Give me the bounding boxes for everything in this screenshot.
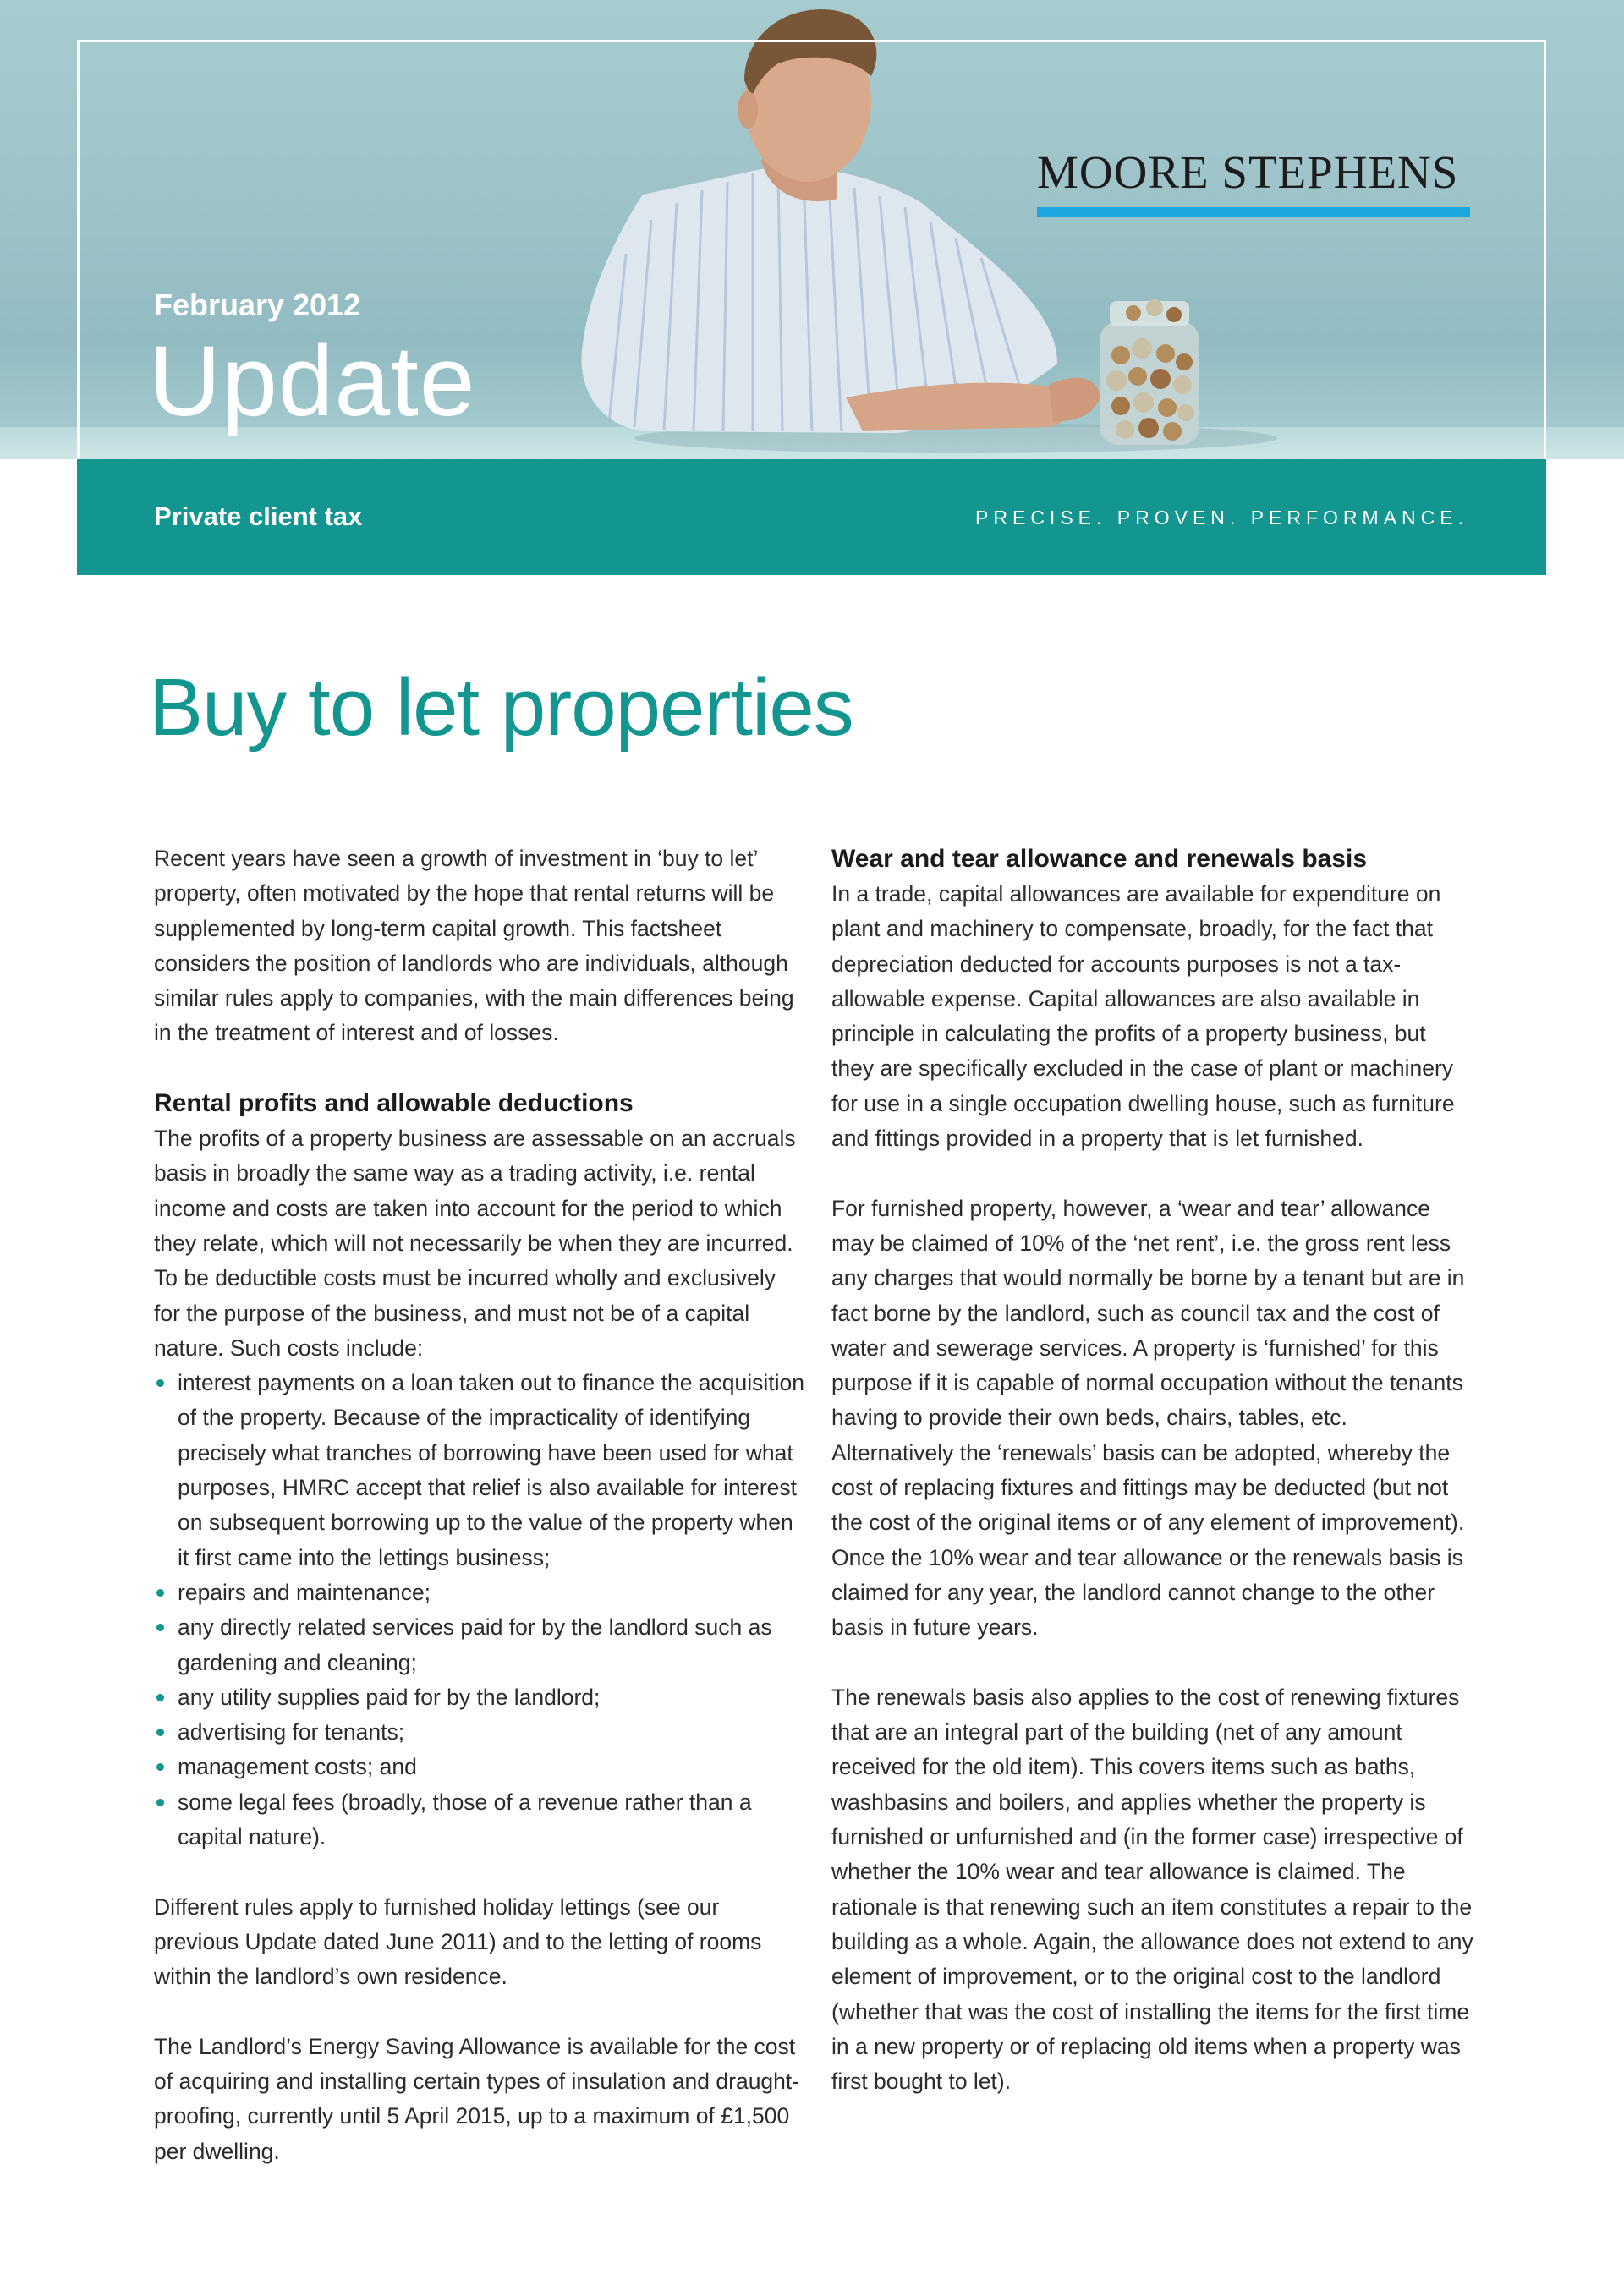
rental-profits-heading: Rental profits and allowable deductions <box>154 1089 634 1118</box>
holiday-lettings-paragraph: Different rules apply to furnished holiday lettings (see our previous Update dated June 2011) and to the letting of rooms within the landlord’s own residence. <box>154 1893 762 1990</box>
header-banner <box>0 0 1624 459</box>
list-item: some legal fees (broadly, those of a revenue rather than a capital nature). <box>154 1785 805 1855</box>
list-item: any utility supplies paid for by the landlord; <box>154 1680 805 1715</box>
energy-saving-paragraph: The Landlord’s Energy Saving Allowance is available for the cost of acquiring and installing certain types of insulation and draught-proofing, currently until 5 April 2015, up to a maximum of £1,500 per dwelling. <box>154 2033 800 2164</box>
issue-date: February 2012 <box>154 288 361 322</box>
tagline: PRECISE. PROVEN. PERFORMANCE. <box>975 507 1468 529</box>
capital-allowances-paragraph: In a trade, capital allowances are available for expenditure on plant and machinery to compensate, broadly, for the fact that depreciation deducted for accounts purposes is not a tax-allowable expense. Capital allowances are also available in principle in calculating the profits of a property business, but they are specifically excluded in the case of plant or machinery for use in a single occupation dwelling house, such as furniture and fittings provided in a property that is let furnished. <box>831 881 1455 1152</box>
list-item: any directly related services paid for by the landlord such as gardening and cleaning; <box>154 1610 805 1680</box>
section-band <box>77 459 1546 575</box>
right-column <box>831 841 1474 2099</box>
rental-profits-body: The profits of a property business are assessable on an accruals basis in broadly the same way as a trading activity, i.e. rental income and costs are taken into account for the period to which they relate, which will not necessarily be when they are incurred. To be deductible costs must be incurred wholly and exclusively for the purpose of the business, and must not be of a capital nature. Such costs include: <box>154 1126 796 1361</box>
list-item: management costs; and <box>154 1750 805 1784</box>
list-item: repairs and maintenance; <box>154 1575 805 1610</box>
page-title: Buy to let properties <box>149 662 853 753</box>
deductible-costs-list <box>154 1366 805 1855</box>
section-label: Private client tax <box>154 501 363 531</box>
intro-paragraph: Recent years have seen a growth of investment in ‘buy to let’ property, often motivated by the hope that rental returns will be supplemented by long-term capital growth. This factsheet considers the position of landlords who are individuals, although similar rules apply to companies, with the main differences being in the treatment of interest and of losses. <box>154 846 794 1046</box>
list-item: interest payments on a loan taken out to finance the acquisition of the property. Because of the impracticality of identifying precisely what tranches of borrowing have been used for what purposes, HMRC accept that relief is also available for interest on subsequent borrowing up to the value of the property when it first came into the lettings business; <box>154 1366 805 1575</box>
update-title: Update <box>149 326 476 437</box>
brand-logo-bar <box>1037 207 1470 217</box>
brand-logo: MOORE STEPHENS <box>1037 146 1459 198</box>
left-column <box>154 841 805 2169</box>
renewals-basis-paragraph: The renewals basis also applies to the cost of renewing fixtures that are an integral part of the building (net of any amount received for the old item). This covers items such as baths, washbasins and boilers, and applies whether the property is furnished or unfurnished and (in the former case) irrespective of whether the 10% wear and tear allowance is claimed. The rationale is that renewing such an item constitutes a repair to the building as a whole. Again, the allowance does not extend to any element of improvement, or to the original cost to the landlord (whether that was the cost of installing the items for the first time in a new property or of replacing old items when a property was first bought to let). <box>831 1684 1473 2095</box>
furnished-property-paragraph: For furnished property, however, a ‘wear and tear’ allowance may be claimed of 10% of the ‘net rent’, i.e. the gross rent less any charges that would normally be borne by a tenant but are in fact borne by the landlord, such as council tax and the cost of water and sewerage services. A property is ‘furnished’ for this purpose if it is capable of normal occupation without the tenants having to provide their own beds, chairs, tables, etc. Alternatively the ‘renewals’ basis can be adopted, whereby the cost of replacing fixtures and fittings may be deducted (but not the cost of the original items or of any element of improvement). Once the 10% wear and tear allowance or the renewals basis is claimed for any year, the landlord cannot change to the other basis in future years. <box>831 1195 1465 1641</box>
list-item: advertising for tenants; <box>154 1715 805 1750</box>
wear-and-tear-heading: Wear and tear allowance and renewals basis <box>831 845 1368 873</box>
